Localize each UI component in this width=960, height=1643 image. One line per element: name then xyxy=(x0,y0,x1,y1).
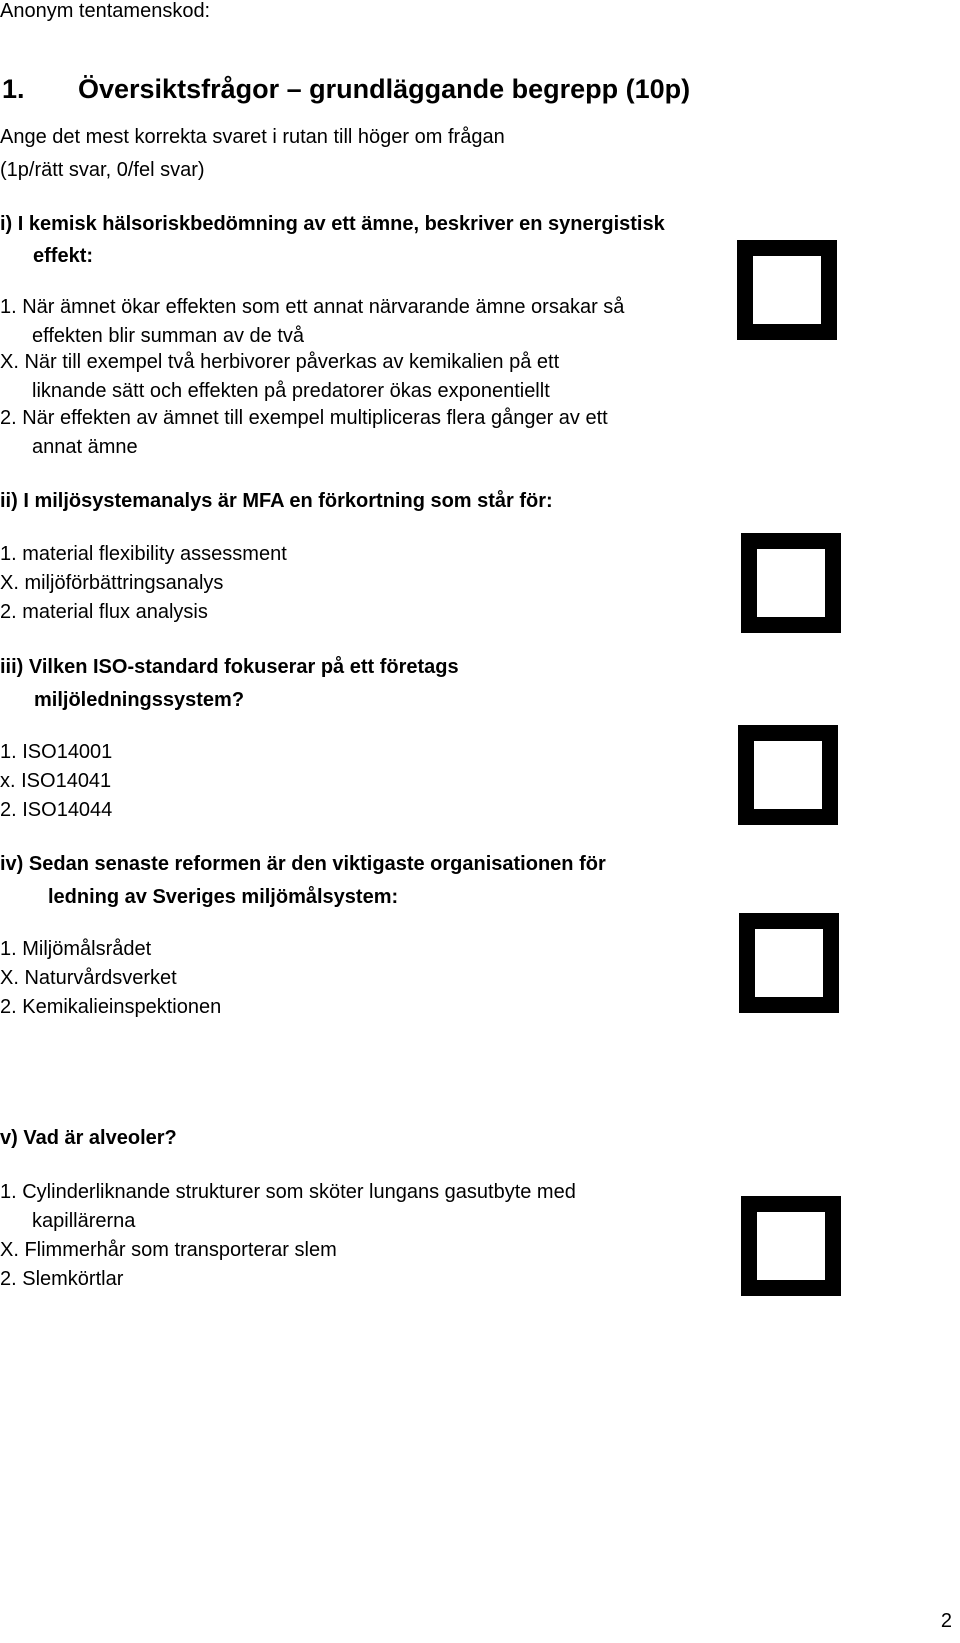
q3-option-2: x. ISO14041 xyxy=(0,770,112,792)
q3-option-1: 1. ISO14001 xyxy=(0,741,113,763)
q5-option-2: X. Flimmerhår som transporterar slem xyxy=(0,1239,337,1261)
q1-option-1-line-1: 1. När ämnet ökar effekten som ett annat närvarande ämne orsakar så xyxy=(0,296,625,318)
section-title xyxy=(2,74,690,105)
q4-option-1: 1. Miljömålsrådet xyxy=(0,938,152,960)
question-3-line-1: iii) Vilken ISO-standard fokuserar på ett företags xyxy=(0,656,459,678)
q3-option-3: 2. ISO14044 xyxy=(0,799,113,821)
question-4-line-2: ledning av Sveriges miljömålsystem: xyxy=(48,886,399,908)
question-1-line-1: i) I kemisk hälsoriskbedömning av ett ämne, beskriver en synergistisk xyxy=(0,213,665,235)
q5-option-3: 2. Slemkörtlar xyxy=(0,1268,124,1290)
answer-box-4[interactable] xyxy=(739,913,839,1013)
answer-box-2[interactable] xyxy=(741,533,841,633)
answer-box-5[interactable] xyxy=(741,1196,841,1296)
q2-option-3: 2. material flux analysis xyxy=(0,601,208,623)
q1-option-3-line-2: annat ämne xyxy=(32,436,138,458)
instruction-line-1: Ange det mest korrekta svaret i rutan till höger om frågan xyxy=(0,126,505,148)
q4-option-3: 2. Kemikalieinspektionen xyxy=(0,996,222,1018)
q1-option-3-line-1: 2. När effekten av ämnet till exempel multipliceras flera gånger av ett xyxy=(0,407,608,429)
answer-box-3[interactable] xyxy=(738,725,838,825)
answer-box-1[interactable] xyxy=(737,240,837,340)
question-1-line-2: effekt: xyxy=(33,245,94,267)
question-2-line-1: ii) I miljösystemanalys är MFA en förkortning som står för: xyxy=(0,490,553,512)
q2-option-2: X. miljöförbättringsanalys xyxy=(0,572,224,594)
instruction-line-2: (1p/rätt svar, 0/fel svar) xyxy=(0,159,205,181)
q1-option-2-line-1: X. När till exempel två herbivorer påverkas av kemikalien på ett xyxy=(0,351,560,373)
section-number: 1. xyxy=(2,74,25,104)
question-4-line-1: iv) Sedan senaste reformen är den viktigaste organisationen för xyxy=(0,853,606,875)
q1-option-1-line-2: effekten blir summan av de två xyxy=(32,325,304,347)
section-title-text: Översiktsfrågor – grundläggande begrepp (10p) xyxy=(78,74,691,104)
question-3-line-2: miljöledningssystem? xyxy=(34,689,245,711)
question-5-line-1: v) Vad är alveoler? xyxy=(0,1127,177,1149)
q2-option-1: 1. material flexibility assessment xyxy=(0,543,287,565)
page-number: 2 xyxy=(940,1610,952,1632)
q1-option-2-line-2: liknande sätt och effekten på predatorer ökas exponentiellt xyxy=(32,380,550,402)
q4-option-2: X. Naturvårdsverket xyxy=(0,967,177,989)
anon-code-label: Anonym tentamenskod: xyxy=(0,0,211,22)
q5-option-1-line-2: kapillärerna xyxy=(32,1210,136,1232)
q5-option-1-line-1: 1. Cylinderliknande strukturer som sköter lungans gasutbyte med xyxy=(0,1181,576,1203)
